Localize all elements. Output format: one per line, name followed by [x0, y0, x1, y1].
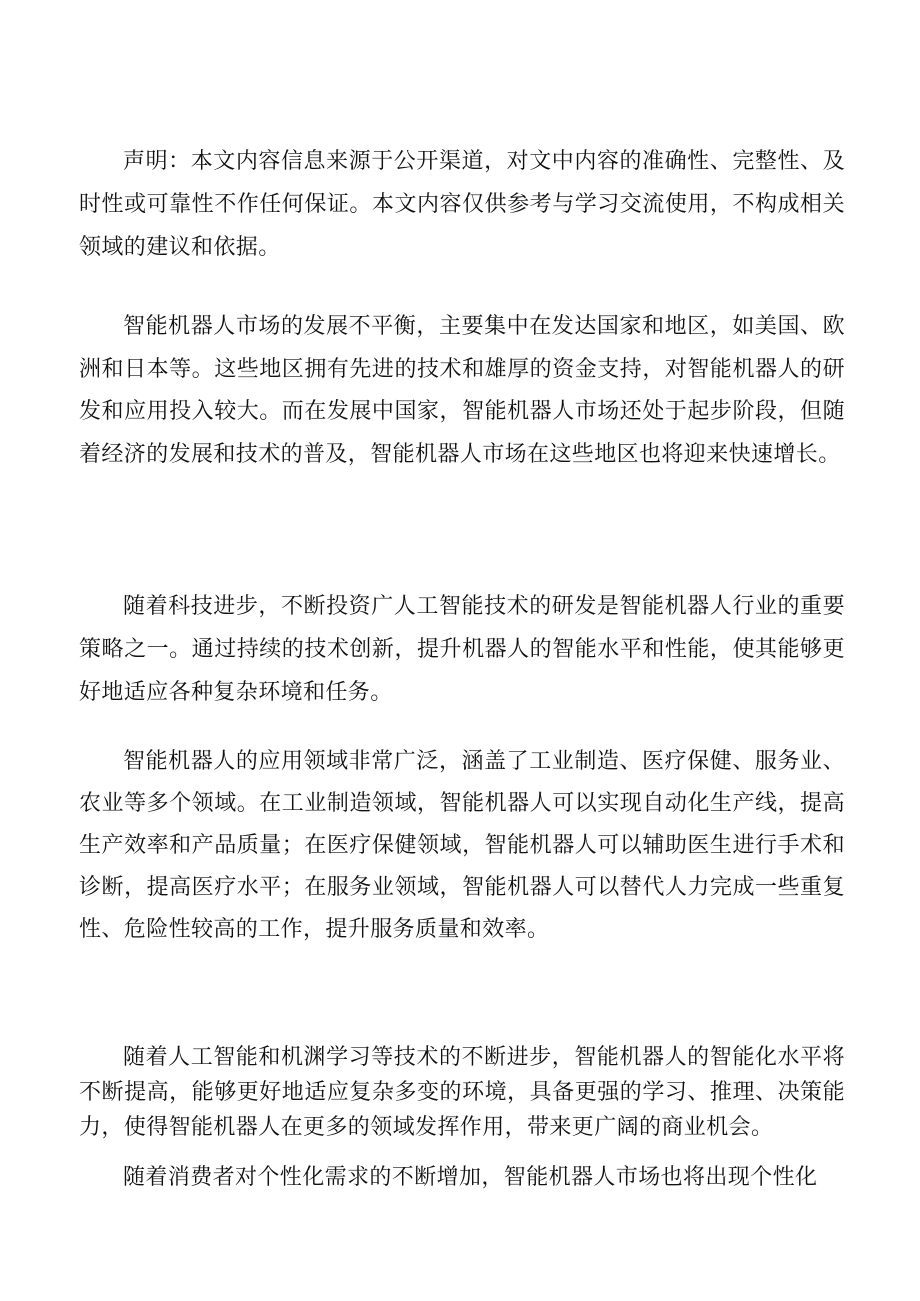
body-paragraph: 随着科技进步，不断投资广人工智能技术的研发是智能机器人行业的重要策略之一。通过持续的技术创新，提升机器人的智能水平和性能，使其能够更好地适应各种复杂环境和任务。: [79, 594, 845, 705]
body-paragraph: 随着消费者对个性化需求的不断增加，智能机器人市场也将出现个性化: [123, 1165, 818, 1190]
disclaimer-paragraph: 声明：本文内容信息来源于公开渠道，对文中内容的准确性、完整性、及时性或可靠性不作任何保证。本文内容仅供参考与学习交流使用，不构成相关领域的建议和依据。: [79, 149, 845, 260]
body-paragraph: 智能机器人的应用领域非常广泛，涵盖了工业制造、医疗保健、服务业、农业等多个领域。在工业制造领域，智能机器人可以实现自动化生产线，提高生产效率和产品质量；在医疗保健领域，智能机器人可以辅助医生进行手术和诊断，提高医疗水平；在服务业领域，智能机器人可以替代人力完成一些重复性、危险性较高的工作，提升服务质量和效率。: [79, 749, 845, 942]
body-paragraph: 智能机器人市场的发展不平衡，主要集中在发达国家和地区，如美国、欧洲和日本等。这些地区拥有先进的技术和雄厚的资金支持，对智能机器人的研发和应用投入较大。而在发展中国家，智能机器人市场还处于起步阶段，但随着经济的发展和技术的普及，智能机器人市场在这些地区也将迎来快速增长。: [79, 314, 845, 467]
body-paragraph: 随着人工智能和机渊学习等技术的不断进步，智能机器人的智能化水平将不断提高，能够更好地适应复杂多变的环境，具备更强的学习、推理、决策能力，使得智能机器人在更多的领域发挥作用，带来更广阔的商业机会。: [79, 1045, 845, 1140]
